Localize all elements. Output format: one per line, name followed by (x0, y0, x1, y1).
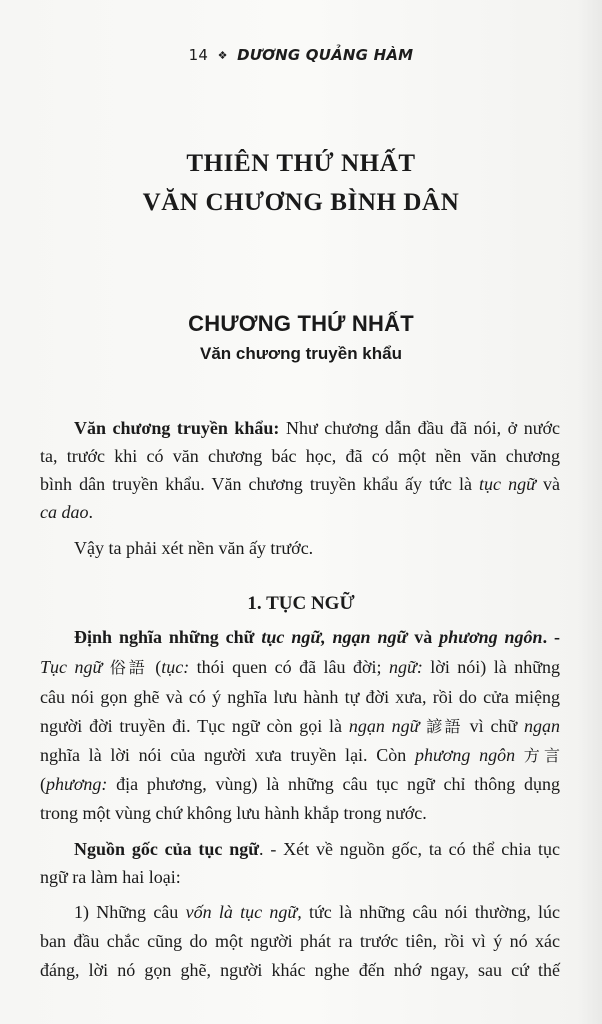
paragraph-line: Nguồn gốc của tục ngữ. - Xét về nguồn gốc, ta có thể chia tục (74, 839, 560, 859)
list-item-line: ban đầu chắc cũng do một người phát ra trước tiên, rồi vì ý nó xác (40, 931, 560, 951)
list-item-line: 1) Những câu vốn là tục ngữ, tức là những câu nói thường, lúc (74, 902, 560, 922)
paragraph-line: ta, trước khi có văn chương bác học, đã có một nền văn chương (40, 446, 560, 466)
list-item-line: đáng, lời nó gọn ghẽ, người khác nghe đến nhớ ngay, sau cứ thế (40, 960, 560, 980)
ornament-icon: ❖ (217, 49, 228, 62)
part-title-line2: VĂN CHƯƠNG BÌNH DÂN (142, 189, 460, 216)
running-header-author: DƯƠNG QUẢNG HÀM (237, 46, 414, 64)
paragraph-line: Tục ngữ 俗語 (tục: thói quen có đã lâu đời; ngữ: lời nói) là những (40, 657, 560, 677)
paragraph-line: Văn chương truyền khẩu: Như chương dẫn đầu đã nói, ở nước (74, 418, 560, 438)
part-title-line1: THIÊN THỨ NHẤT (186, 150, 416, 177)
paragraph-line: câu nói gọn ghẽ và có ý nghĩa lưu hành tự đời xưa, rồi do cửa miệng (40, 687, 560, 707)
paragraph-line: nghĩa là lời nói của người xưa truyền lại. Còn phương ngôn 方言 (40, 745, 560, 765)
paragraph-line: trong một vùng chứ không lưu hành khắp trong nước. (40, 803, 427, 823)
chapter-subtitle: Văn chương truyền khẩu (200, 344, 402, 363)
paragraph-line: ca dao. (40, 502, 93, 522)
paragraph-line: người đời truyền đi. Tục ngữ còn gọi là ngạn ngữ 諺語 vì chữ ngạn (40, 716, 560, 736)
paragraph-line: (phương: địa phương, vùng) là những câu tục ngữ chỉ thông dụng (40, 774, 560, 794)
page-number: 14 (188, 46, 209, 64)
running-header (0, 46, 602, 64)
paragraph-line: Vậy ta phải xét nền văn ấy trước. (74, 538, 314, 558)
paragraph-line: ngữ ra làm hai loại: (40, 867, 181, 887)
section-title: 1. TỤC NGỮ (247, 593, 355, 614)
paragraph-lead: Văn chương truyền khẩu: (74, 418, 280, 438)
paragraph-line: Định nghĩa những chữ tục ngữ, ngạn ngữ và phương ngôn. - (74, 627, 560, 647)
chapter-title: CHƯƠNG THỨ NHẤT (188, 311, 414, 336)
paragraph-line: bình dân truyền khẩu. Văn chương truyền khẩu ấy tức là tục ngữ và (40, 474, 560, 494)
